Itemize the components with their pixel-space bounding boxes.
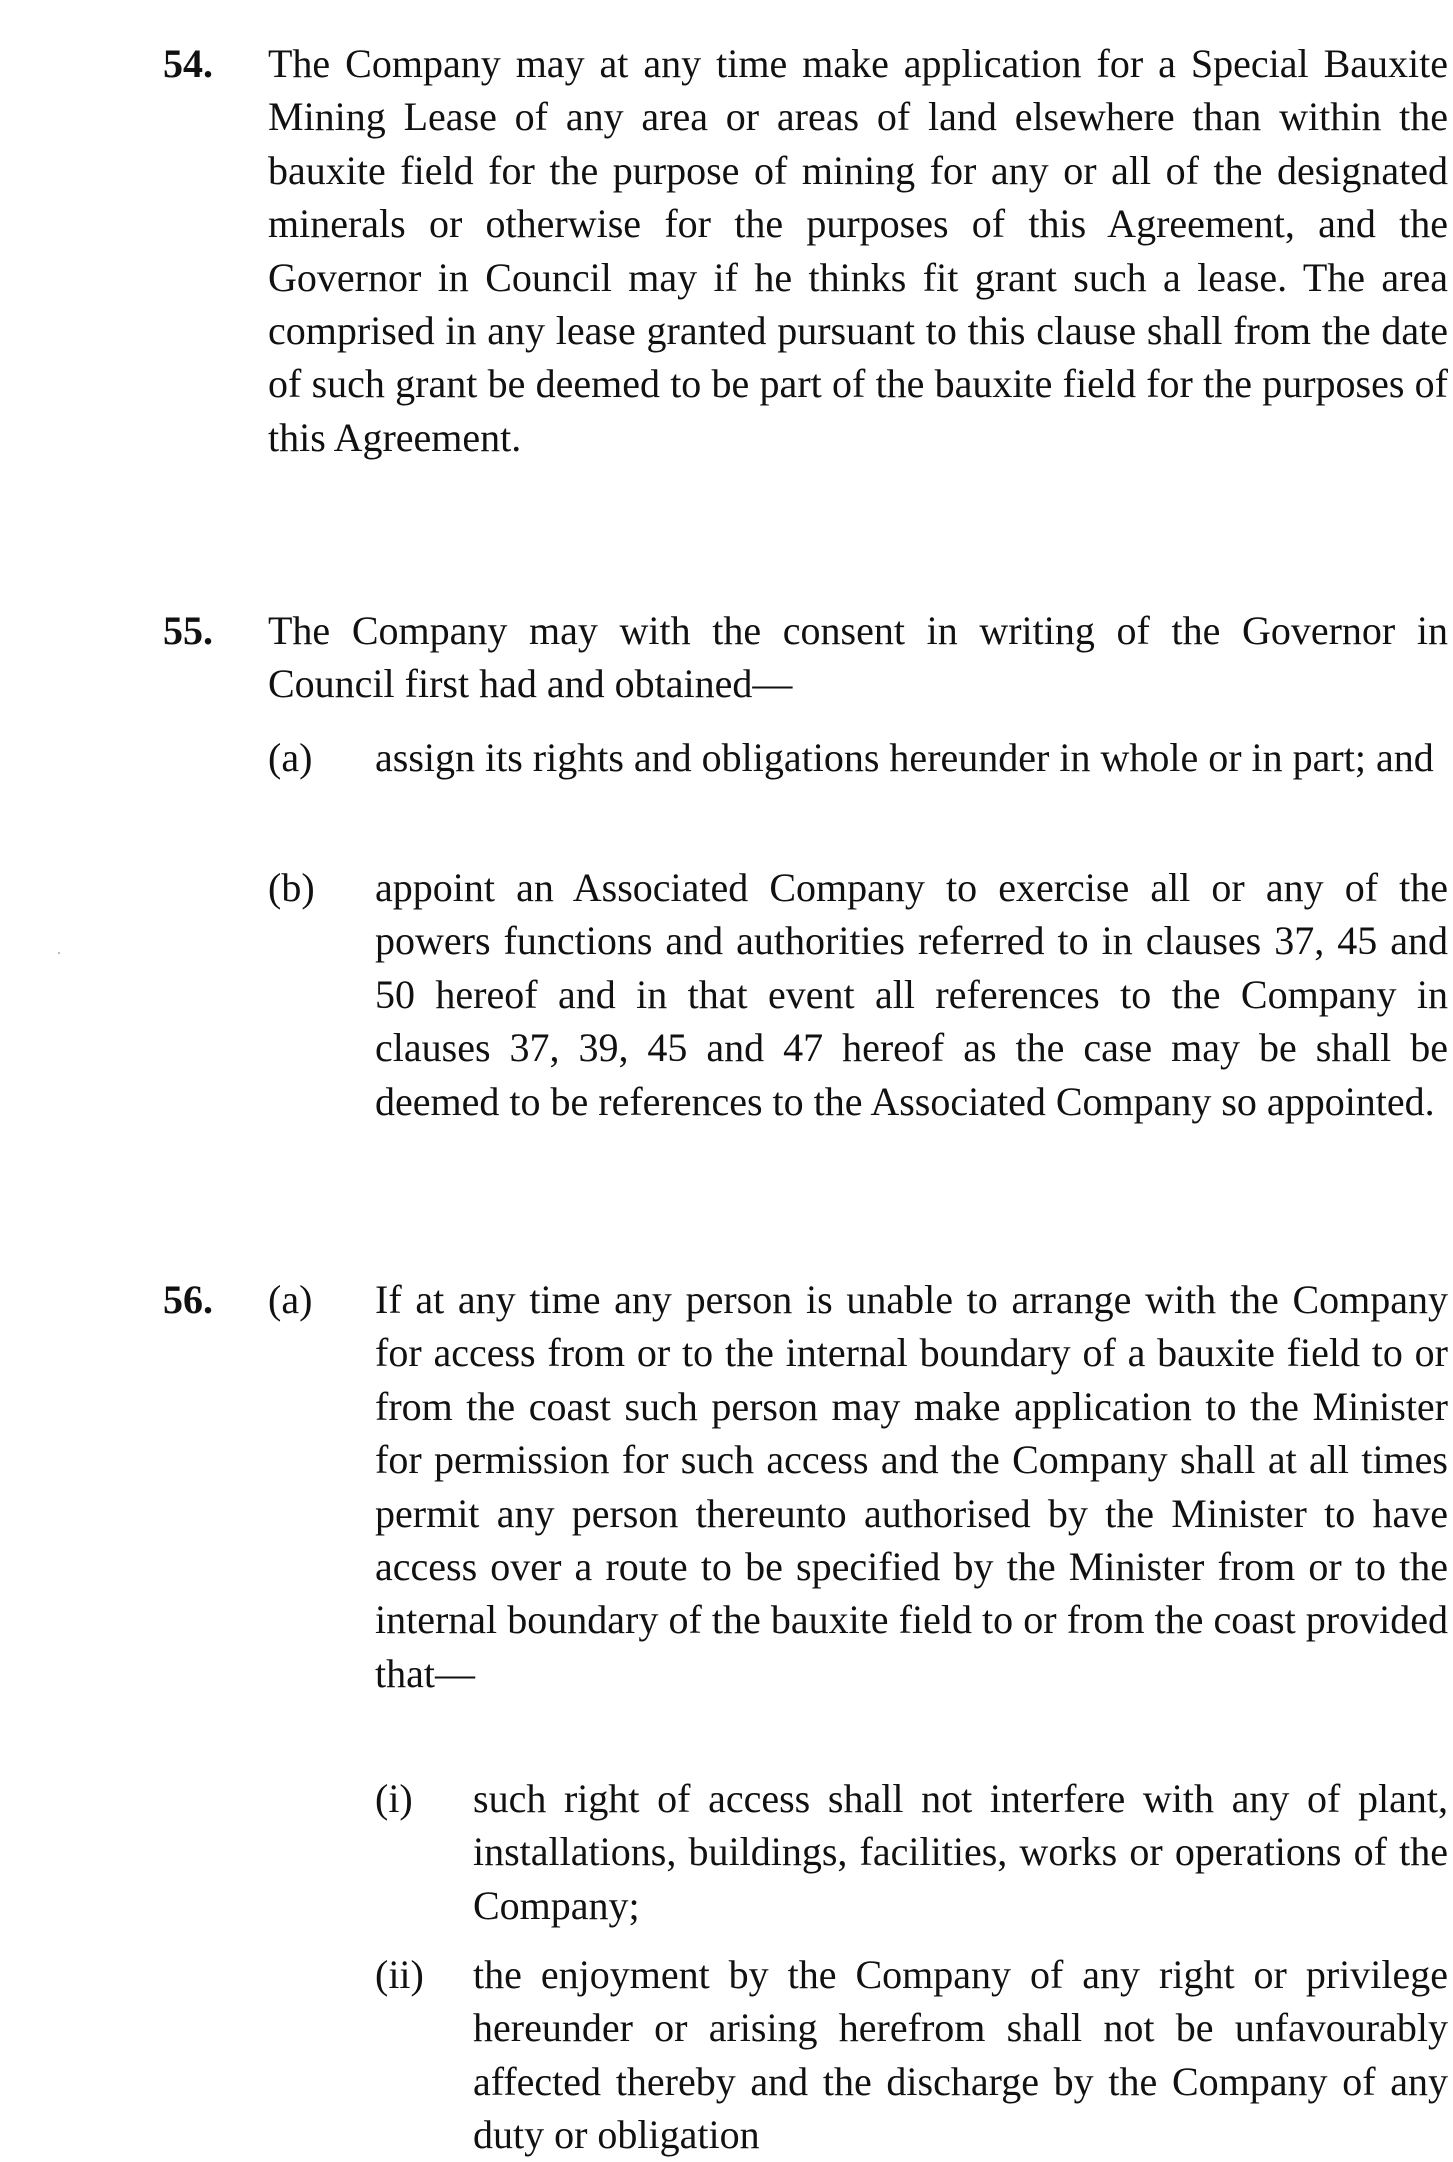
clause-56-subitem-i-label: (i) (375, 1776, 413, 1821)
clause-55-text: The Company may with the consent in writing of the Governor in Council first had and obtained— (268, 608, 1448, 707)
clause-56-subitem-ii-label: (ii) (375, 1952, 424, 1997)
clause-56-item-a-label: (a) (268, 1277, 313, 1322)
clause-55-item-a-label: (a) (268, 735, 313, 780)
clause-56-number: 56. (163, 1277, 213, 1322)
clause-56-item-a-text: If at any time any person is unable to arrange with the Company for access from or to the internal boundary of a bauxite field to or from the coast such person may make application to the Minister for permission for such access and the Company shall at all times permit any person thereunto authorised by the Minister to have access over a route to be specified by the Minister from or to the internal boundary of the bauxite field to or from the coast provided that— (375, 1277, 1448, 1696)
clause-55-item-a-text: assign its rights and obligations hereunder in whole or in part; and (375, 735, 1434, 780)
scan-speck (58, 952, 60, 954)
clause-54-number: 54. (163, 41, 213, 86)
clause-55-item-b-label: (b) (268, 865, 315, 910)
clause-56-subitem-i-text: such right of access shall not interfere with any of plant, installations, buildings, facilities, works or operations of the Company; (473, 1776, 1448, 1928)
clause-54-text: The Company may at any time make application for a Special Bauxite Mining Lease of any area or areas of land elsewhere than within the bauxite field for the purpose of mining for any or all of the designated minerals or otherwise for the purposes of this Agreement, and the Governor in Council may if he thinks fit grant such a lease. The area comprised in any lease granted pursuant to this clause shall from the date of such grant be deemed to be part of the bauxite field for the purposes of this Agreement. (268, 41, 1448, 460)
clause-55-item-b-text: appoint an Associated Company to exercise all or any of the powers functions and authorities referred to in clauses 37, 45 and 50 hereof and in that event all references to the Company in clauses 37, 39, 45 and 47 hereof as the case may be shall be deemed to be references to the Associated Company so appointed. (375, 865, 1448, 1124)
clause-56-subitem-ii-text: the enjoyment by the Company of any right or privilege hereunder or arising herefrom shall not be unfavourably affected thereby and the discharge by the Company of any duty or obligation (473, 1952, 1448, 2158)
clause-55-number: 55. (163, 608, 213, 653)
